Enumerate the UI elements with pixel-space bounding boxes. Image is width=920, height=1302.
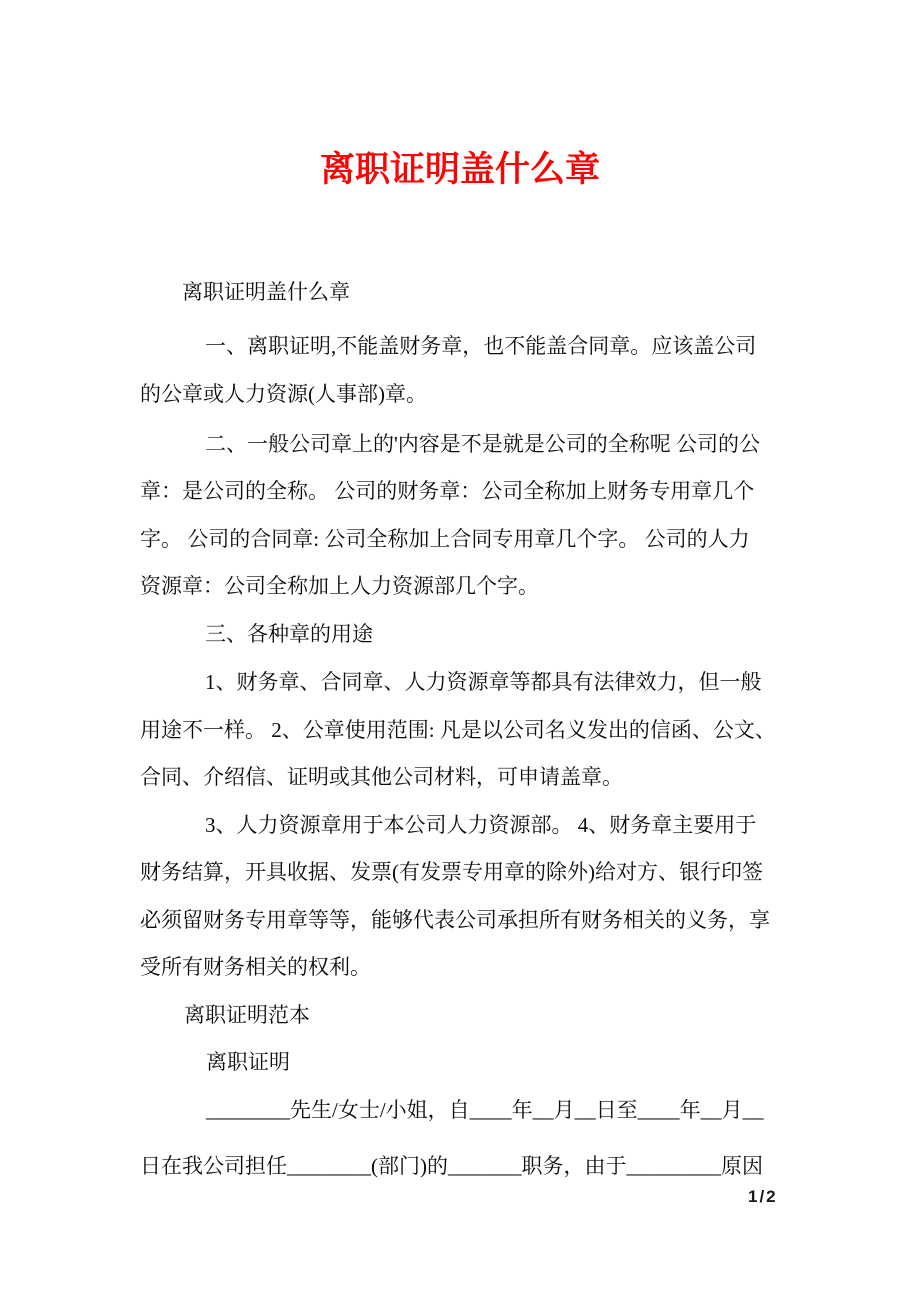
text-line: 离职证明 (206, 1050, 290, 1074)
doc-title: 离职证明盖什么章 (319, 150, 600, 189)
text-line: 一、离职证明,不能盖财务章，也不能盖合同章。应该盖公司 (205, 334, 757, 358)
text-line: 离职证明盖什么章 (182, 280, 350, 304)
text-line: 日在我公司担任________(部门)的_______职务，由于_________原因 (140, 1154, 763, 1178)
text-line: 资源章：公司全称加上人力资源部几个字。 (140, 574, 539, 598)
page-number: 1/2 (748, 1187, 778, 1206)
text-line: 受所有财务相关的权利。 (140, 955, 371, 979)
text-line: 三、各种章的用途 (205, 622, 373, 646)
text-line: 字。 公司的合同章: 公司全称加上合同专用章几个字。 公司的人力 (140, 527, 750, 551)
text-line: 合同、介绍信、证明或其他公司材料，可申请盖章。 (140, 765, 623, 789)
text-line: 用途不一样。 2、公章使用范围: 凡是以公司名义发出的信函、公文、 (140, 718, 776, 742)
text-line: 章：是公司的全称。 公司的财务章：公司全称加上财务专用章几个 (140, 479, 755, 503)
text-line: 财务结算，开具收据、发票(有发票专用章的除外)给对方、银行印签 (140, 860, 763, 884)
text-line: 1、财务章、合同章、人力资源章等都具有法律效力，但一般 (205, 670, 762, 694)
text-line: 必须留财务专用章等等，能够代表公司承担所有财务相关的义务，享 (140, 908, 770, 932)
text-line: ________先生/女士/小姐，自____年__月__日至____年__月__ (206, 1098, 764, 1122)
text-line: 3、人力资源章用于本公司人力资源部。 4、财务章主要用于 (205, 813, 757, 837)
text-line: 离职证明范本 (184, 1003, 310, 1027)
text-line: 的公章或人力资源(人事部)章。 (140, 382, 427, 406)
text-line: 二、一般公司章上的'内容是不是就是公司的全称呢 公司的公 (205, 432, 761, 456)
